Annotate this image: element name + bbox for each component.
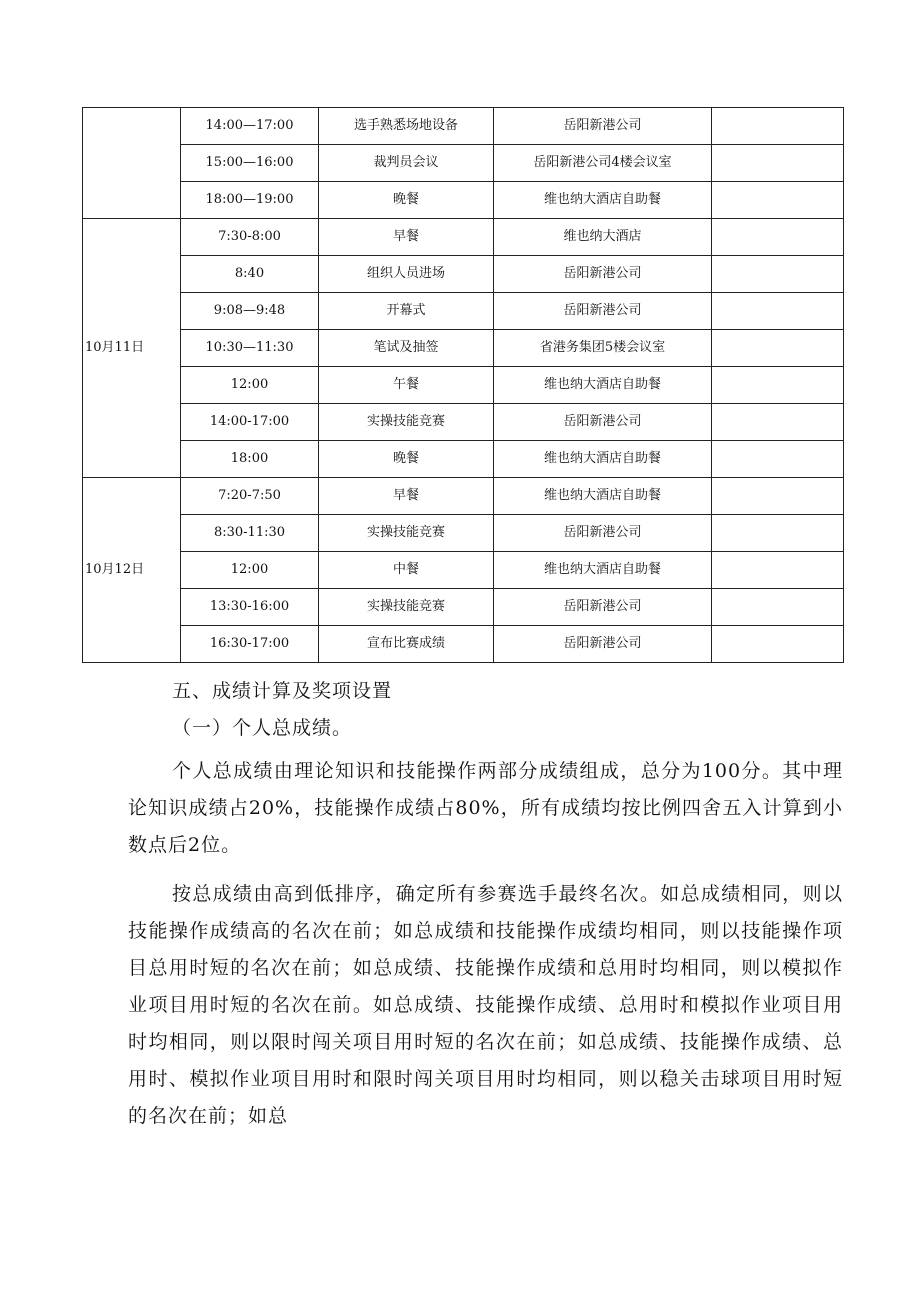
activity-cell: 组织人员进场 bbox=[319, 256, 494, 293]
table-row bbox=[83, 552, 844, 589]
location-cell: 岳阳新港公司 bbox=[494, 515, 712, 552]
time-cell: 18:00—19:00 bbox=[181, 182, 319, 219]
note-cell bbox=[712, 145, 844, 182]
location-cell: 维也纳大酒店 bbox=[494, 219, 712, 256]
activity-cell: 实操技能竞赛 bbox=[319, 589, 494, 626]
time-cell: 7:20-7:50 bbox=[181, 478, 319, 515]
date-cell bbox=[83, 108, 181, 219]
location-cell: 维也纳大酒店自助餐 bbox=[494, 552, 712, 589]
time-cell: 7:30-8:00 bbox=[181, 219, 319, 256]
date-cell: 10月11日 bbox=[83, 219, 181, 478]
location-cell: 岳阳新港公司 bbox=[494, 108, 712, 145]
activity-cell: 早餐 bbox=[319, 478, 494, 515]
table-row bbox=[83, 256, 844, 293]
location-cell: 维也纳大酒店自助餐 bbox=[494, 367, 712, 404]
time-cell: 10:30—11:30 bbox=[181, 330, 319, 367]
activity-cell: 开幕式 bbox=[319, 293, 494, 330]
table-row bbox=[83, 589, 844, 626]
section-heading: 五、成绩计算及奖项设置 bbox=[172, 680, 393, 702]
table-row bbox=[83, 219, 844, 256]
note-cell bbox=[712, 256, 844, 293]
location-cell: 省港务集团5楼会议室 bbox=[494, 330, 712, 367]
table-row bbox=[83, 108, 844, 145]
activity-cell: 中餐 bbox=[319, 552, 494, 589]
time-cell: 12:00 bbox=[181, 552, 319, 589]
time-cell: 15:00—16:00 bbox=[181, 145, 319, 182]
table-row bbox=[83, 478, 844, 515]
note-cell bbox=[712, 182, 844, 219]
time-cell: 12:00 bbox=[181, 367, 319, 404]
time-cell: 18:00 bbox=[181, 441, 319, 478]
location-cell: 岳阳新港公司4楼会议室 bbox=[494, 145, 712, 182]
table-row bbox=[83, 626, 844, 663]
activity-cell: 实操技能竞赛 bbox=[319, 404, 494, 441]
table-row bbox=[83, 404, 844, 441]
time-cell: 13:30-16:00 bbox=[181, 589, 319, 626]
activity-cell: 笔试及抽签 bbox=[319, 330, 494, 367]
note-cell bbox=[712, 626, 844, 663]
activity-cell: 宣布比赛成绩 bbox=[319, 626, 494, 663]
time-cell: 8:30-11:30 bbox=[181, 515, 319, 552]
time-cell: 14:00-17:00 bbox=[181, 404, 319, 441]
paragraph-ranking-rules: 按总成绩由高到低排序，确定所有参赛选手最终名次。如总成绩相同，则以技能操作成绩高的名次在前；如总成绩和技能操作成绩均相同，则以技能操作项目总用时短的名次在前；如总成绩、技能操作成绩和总用时均相同，则以模拟作业项目用时短的名次在前。如总成绩、技能操作成绩、总用时和模拟作业项目用时均相同，则以限时闯关项目用时短的名次在前；如总成绩、技能操作成绩、总用时、模拟作业项目用时和限时闯关项目用时均相同，则以稳关击球项目用时短的名次在前；如总 bbox=[128, 883, 843, 1127]
time-cell: 9:08—9:48 bbox=[181, 293, 319, 330]
activity-cell: 早餐 bbox=[319, 219, 494, 256]
activity-cell: 选手熟悉场地设备 bbox=[319, 108, 494, 145]
note-cell bbox=[712, 108, 844, 145]
note-cell bbox=[712, 404, 844, 441]
table-row bbox=[83, 145, 844, 182]
location-cell: 维也纳大酒店自助餐 bbox=[494, 478, 712, 515]
note-cell bbox=[712, 589, 844, 626]
activity-cell: 裁判员会议 bbox=[319, 145, 494, 182]
note-cell bbox=[712, 330, 844, 367]
note-cell bbox=[712, 515, 844, 552]
location-cell: 岳阳新港公司 bbox=[494, 626, 712, 663]
note-cell bbox=[712, 441, 844, 478]
note-cell bbox=[712, 478, 844, 515]
table-row bbox=[83, 367, 844, 404]
time-cell: 8:40 bbox=[181, 256, 319, 293]
table-row bbox=[83, 515, 844, 552]
time-cell: 14:00—17:00 bbox=[181, 108, 319, 145]
activity-cell: 午餐 bbox=[319, 367, 494, 404]
activity-cell: 晚餐 bbox=[319, 441, 494, 478]
paragraph-total-score: 个人总成绩由理论知识和技能操作两部分成绩组成，总分为100分。其中理论知识成绩占20%，技能操作成绩占80%，所有成绩均按比例四舍五入计算到小数点后2位。 bbox=[128, 760, 843, 856]
table-row bbox=[83, 182, 844, 219]
location-cell: 岳阳新港公司 bbox=[494, 404, 712, 441]
location-cell: 岳阳新港公司 bbox=[494, 293, 712, 330]
date-cell: 10月12日 bbox=[83, 478, 181, 663]
location-cell: 岳阳新港公司 bbox=[494, 589, 712, 626]
table-row bbox=[83, 293, 844, 330]
location-cell: 维也纳大酒店自助餐 bbox=[494, 182, 712, 219]
time-cell: 16:30-17:00 bbox=[181, 626, 319, 663]
note-cell bbox=[712, 552, 844, 589]
location-cell: 岳阳新港公司 bbox=[494, 256, 712, 293]
table-row bbox=[83, 441, 844, 478]
location-cell: 维也纳大酒店自助餐 bbox=[494, 441, 712, 478]
schedule-table bbox=[82, 107, 844, 663]
note-cell bbox=[712, 367, 844, 404]
activity-cell: 实操技能竞赛 bbox=[319, 515, 494, 552]
note-cell bbox=[712, 219, 844, 256]
note-cell bbox=[712, 293, 844, 330]
table-row bbox=[83, 330, 844, 367]
sub-heading: （一）个人总成绩。 bbox=[172, 717, 353, 739]
activity-cell: 晚餐 bbox=[319, 182, 494, 219]
